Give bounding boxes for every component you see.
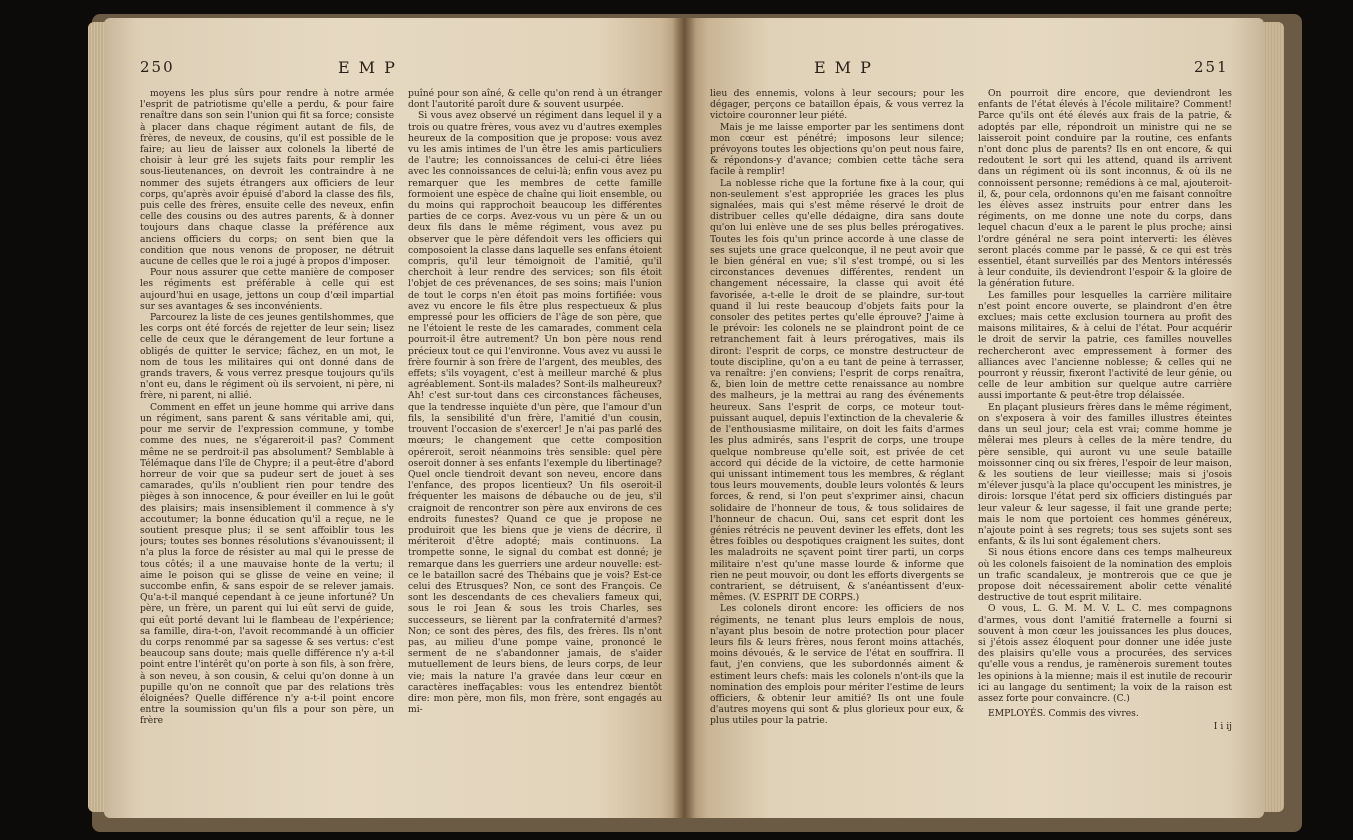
- paragraph: O vous, L. G. M. M. V. L. C. mes compagnons d'armes, vous dont l'amitié fraternelle a fourni si souvent à mon cœur les jouissances les plus douces, si j'étois assez éloquent pour donner une idée juste des plaisirs qu'elle vous a procurées, des services qu'elle vous a rendus, je ramènerois surement toutes les opinions à la mienne; mais il est inutile de recourir ici au langage du sentiment; la voix de la raison est assez forte pour convaincre. (C.): [978, 603, 1232, 704]
- right-page-number: 251: [1194, 58, 1229, 76]
- right-page: [684, 18, 1264, 818]
- paragraph: Les familles pour lesquelles la carrière militaire n'est point encore ouverte, se plaindront d'en être exclues; mais cette exclusion tournera au profit des maisons militaires, & à celui de l'état. Pour acquérir le droit de servir la patrie, ces familles nouvelles rechercheront avec empressement à former des alliances avec l'ancienne noblesse; & celles qui ne pourront y réussir, fixeront l'activité de leur génie, ou celle de leur ambition sur quelque autre carrière aussi importante & peut-être trop délaissée.: [978, 289, 1232, 402]
- paragraph: Mais je me laisse emporter par les sentimens dont mon cœur est pénétré; imposons leur silence; prévoyons toutes les objections qu'on peut nous faire, & répondons-y d'avance; combien cette tâche sera facile à remplir!: [710, 121, 964, 178]
- book-gutter: [672, 18, 696, 818]
- paragraph: La noblesse riche que la fortune fixe à la cour, qui non-seulement s'est appropriée les graces les plus signalées, mais qui s'est même réservé le droit de distribuer celles qu'elle dédaigne, dira sans doute qu'on lui enlève une de ses plus belles prérogatives. Toutes les fois qu'un prince accorde à une classe de ses sujets une grace quelconque, il ne peut avoir que le bien général en vue; s'il s'est trompé, ou si les circonstances devenues différentes, rendent un changement nécessaire, la classe qui avoit été favorisée, a-t-elle le droit de se plaindre, sur-tout quand il lui reste beaucoup d'objets faits pour la consoler des petites pertes qu'elle éprouve? J'aime à le prévoir: les colonels ne se plaindront point de ce retranchement fait à leurs prérogatives, mais ils diront: l'esprit de corps, ce monstre destructeur de toute discipline, qu'on a eu tant de peine à terrasser, va renaître: j'en conviens; l'esprit de corps renaîtra, &, bien loin de mettre cette renaissance au nombre des malheurs, je la mettrai au rang des événements heureux. Sans l'esprit de corps, ce moteur tout-puissant auquel, depuis l'extinction de la chevalerie & de l'enthousiasme militaire, on doit les faits d'armes les plus admirés, sans l'esprit de corps, une troupe quelque nombreuse qu'elle soit, est privée de cet accord qui décide de la victoire, de cette harmonie qui unissant intimement tous les membres, & réglant tous leurs mouvements, double leurs volontés & leurs forces, & rend, si l'on peut s'exprimer ainsi, chacun solidaire de l'honneur de tous, & tous solidaires de l'honneur de chacun. Oui, sans cet esprit dont les génies rétrécis ne peuvent deviner les effets, dont les êtres foibles ou despotiques craignent les suites, dont les maladroits ne sçavent point tirer parti, un corps militaire n'est qu'une masse lourde & informe que rien ne peut mouvoir, ou dont les efforts divergents se contrarient, se détruisent, & s'anéantissent d'eux-mêmes. (V. ESPRIT DE CORPS.): [710, 177, 964, 604]
- right-column-1: [710, 88, 964, 778]
- paragraph: Si nous étions encore dans ces temps malheureux où les colonels faisoient de la nomination des emplois un trafic scandaleux, je montrerois que ce que je propose doit nécessairement abolir cette vénalité destructive de tout esprit militaire.: [978, 547, 1232, 604]
- left-column-1: [140, 88, 394, 778]
- right-running-head: EMP: [814, 58, 880, 77]
- paragraph: moyens les plus sûrs pour rendre à notre armée l'esprit de patriotisme qu'elle a perdu, & pour faire renaître dans son sein l'union qui fit sa force; consiste à placer dans chaque régiment autant de fils, de frères, de neveux, de cousins, qu'il est possible de le faire; au lieu de laisser aux colonels la liberté de choisir à leur gré les sujets faits pour remplir les sous-lieutenances, on devroit les contraindre à ne nommer des sujets étrangers aux officiers de leur corps, qu'après avoir épuisé d'abord la classe des fils, puis celle des frères, ensuite celle des neveux, enfin celle des cousins ou des autres parents, & à donner toujours dans chaque classe la préférence aux anciens officiers du corps; on sent bien que la condition que nous venons de proposer, ne détruit aucune de celles que le roi a jugé à propos d'imposer.: [140, 88, 394, 268]
- right-column-2: [978, 88, 1232, 778]
- paragraph: En plaçant plusieurs frères dans le même régiment, on s'exposera à voir des familles illustres éteintes dans un seul jour; cela est vrai; comme homme je mêlerai mes pleurs à celles de la mère tendre, du père sensible, qui auront vu une seule bataille moissonner cinq ou six frères, l'espoir de leur maison, & les soutiens de leur vieillesse; mais si j'osois m'élever jusqu'à la place qu'occupent les ministres, je dirois: lorsque l'état perd six officiers distingués par leur valeur & leur sagesse, il fait une grande perte; mais le nom que portoient ces hommes généreux, n'ajoute point à ses regrets; tous ses sujets sont ses enfants, & ils lui sont également chers.: [978, 401, 1232, 548]
- left-page: [104, 18, 684, 818]
- paragraph: Si vous avez observé un régiment dans lequel il y a trois ou quatre frères, vous avez vu d'autres exemples heureux de la composition que je propose: vous avez vu les amis intimes de l'un être les amis particuliers de l'autre; les connoissances de celui-ci être liées avec les connoissances de celui-là; enfin vous avez pu remarquer que les membres de cette famille formoient une espèce de chaîne qui lioit ensemble, ou du moins qui rapprochoit beaucoup les différentes parties de ce corps. Avez-vous vu un père & un ou deux fils dans le même régiment, vous avez pu observer que le père défendoit vers les officiers qui composoient la classe dans laquelle ses enfans étoient compris, qu'il leur témoignoit de l'amitié, qu'il cherchoit à leur rendre des services; son fils étoit l'objet de ces prévenances, de ses soins; mais l'union de tout le corps n'en étoit pas moins fortifiée: vous avez vu encore le fils être plus respectueux & plus empressé pour les officiers de l'âge de son père, que ne l'étoient le reste de les camarades, comment cela pourroit-il être autrement? Un bon père nous rend précieux tout ce qui l'environne. Vous avez vu aussi le frère fournir à son frère de l'argent, des meubles, des effets; s'ils voyagent, c'est à meilleur marché & plus agréablement. Sont-ils malades? Sont-ils malheureux? Ah! c'est sur-tout dans ces circonstances fâcheuses, que la tendresse inquiète d'un père, que l'amour d'un fils, la sensibilité d'un frère, l'amitié d'un cousin, trouvent l'occasion de s'exercer! Je n'ai pas parlé des mœurs; le changement que cette composition opéreroit, seroit néanmoins très sensible: quel père oseroit donner à ses enfants l'exemple du libertinage? Quel oncle tiendroit devant son neveu, encore dans l'enfance, des propos licentieux? Un fils oseroit-il fréquenter les maisons de débauche ou de jeu, s'il craignoit de rencontrer son père aux environs de ces endroits funestes? Quand ce que je propose ne produiroit que les biens que je viens de décrire, il mériteroit d'être adopté; mais continuons. La trompette sonne, le signal du combat est donné; je remarque dans les guerriers une ardeur nouvelle: est-ce le bataillon sacré des Thébains que je vois? Est-ce celui des Etrusques? Non, ce sont des François. Ce sont les descendants de ces chevaliers fameux qui, sous le roi Jean & sous les trois Charles, ses successeurs, se lièrent par la confraternité d'armes? Non; ce sont des pères, des fils, des frères. Ils n'ont pas, au milieu d'une pompe vaine, prononcé le serment de ne s'abandonner jamais, de s'aider mutuellement de leurs biens, de leurs corps, de leur vie; mais la nature l'a gravée dans leur cœur en caractères ineffaçables: vous les entendrez bientôt dire: mon père, mon fils, mon frère, sont engagés au mi-: [408, 110, 662, 716]
- paragraph: puîné pour son aîné, & celle qu'on rend à un étranger dont l'autorité paroît dure & souvent usurpée.: [408, 88, 662, 111]
- paragraph: Pour nous assurer que cette manière de composer les régiments est préférable à celle qui est aujourd'hui en usage, jettons un coup d'œil impartial sur ses avantages & ses inconvénients.: [140, 267, 394, 312]
- signature-mark: I i ij: [1213, 721, 1232, 733]
- left-column-2: [408, 88, 662, 778]
- paragraph: On pourroit dire encore, que deviendront les enfants de l'état élevés à l'école militaire? Comment! Parce qu'ils ont été élevés aux frais de la patrie, & adoptés par elle, répondroit un ministre qui ne se laisseroit point conduire par la routine, ces enfants n'ont donc plus de parents? Ils en ont encore, & qui redoutent le sort qui les attend, quand ils arrivent dans un régiment où ils sont inconnus, & où ils ne connoissent personne; remédions à ce mal, ajouteroit-il, &, pour cela, ordonnons qu'en me faisant connoître les élèves assez instruits pour entrer dans les régiments, on me donne une note du corps, dans lequel chacun d'eux a le parent le plus proche; ainsi l'ordre général ne sera point interverti: les élèves seront placés comme par le passé, & ce qui est très essentiel, étant surveillés par des Mentors intéressés à leur conduite, ils deviendront l'espoir & la gloire de la génération future.: [978, 88, 1232, 290]
- paragraph: Parcourez la liste de ces jeunes gentilshommes, que les corps ont été forcés de rejetter de leur sein; lisez celle de ceux que le dérangement de leur fortune a obligés de quitter le service; fâchez, en un mot, le nom de tous les militaires qui ont donné dans de grands travers, & vous verrez presque toujours qu'ils n'ont eu, dans le régiment où ils servoient, ni père, ni frère, ni parent, ni allié.: [140, 312, 394, 402]
- entry-heading: EMPLOYÉS. Commis des vivres.: [988, 708, 1139, 720]
- right-columns: [710, 88, 1232, 778]
- paragraph: lieu des ennemis, volons à leur secours; pour les dégager, perçons ce bataillon épais, & vous verrez la victoire couronner leur piété.: [710, 88, 964, 122]
- paragraph: Comment en effet un jeune homme qui arrive dans un régiment, sans parent & sans véritable ami, qui, pour me servir de l'expression commune, y tombe comme des nues, ne s'égareroit-il pas? Comment même ne se perdroit-il pas absolument? Semblable à Télémaque dans l'île de Chypre; il a peut-être d'abord horreur de voir que sa pudeur sert de jouet à ses camarades, qu'ils n'oublient rien pour tendre des pièges à son innocence, & pour éveiller en lui le goût des plaisirs; mais insensiblement il commence à s'y accoutumer; la bonne éducation qu'il a reçue, ne le soutient presque plus; il se sent affoiblir tous les jours; toutes ses bonnes résolutions s'évanouissent; il n'a plus la force de résister au mal qui le presse de tous côtés; il a une mauvaise honte de la vertu; il aime le poison qui se glisse de veine en veine; il succombe enfin, & sans espoir de se relever jamais. Qu'a-t-il manqué cependant à ce jeune infortuné? Un père, un frère, un parent qui lui eût servi de guide, qui eût porté devant lui le flambeau de l'expérience; sa famille, dira-t-on, l'avoit recommandé à un officier du corps renommé par sa sagesse & ses vertus: c'est beaucoup sans doute; mais quelle différence n'y a-t-il point entre l'intérêt qu'on porte à son fils, à son frère, à son neveu, à son cousin, & celui qu'on donne à un pupille qu'on ne connoît que par des relations très éloignées? Quelle différence n'y a-t-il point encore entre la soumission qu'un fils a pour son père, un frère: [140, 401, 394, 727]
- right-page-edges: [1264, 22, 1284, 812]
- left-running-head: EMP: [338, 58, 404, 77]
- left-columns: [140, 88, 662, 778]
- paragraph: Les colonels diront encore: les officiers de nos régiments, ne tenant plus leurs emplois de nous, n'ayant plus besoin de notre protection pour placer leurs fils & leurs frères, nous feront moins attachés, moins dévoués, & le service de l'état en souffrira. Il faut, j'en conviens, que les subordonnés aiment & estiment leurs chefs: mais les colonels n'ont-ils que la nomination des emplois pour mériter l'estime de leurs officiers, & obtenir leur amitié? Ils ont une foule d'autres moyens qui sont & plus glorieux pour eux, & plus utiles pour la patrie.: [710, 603, 964, 727]
- left-page-number: 250: [140, 58, 175, 76]
